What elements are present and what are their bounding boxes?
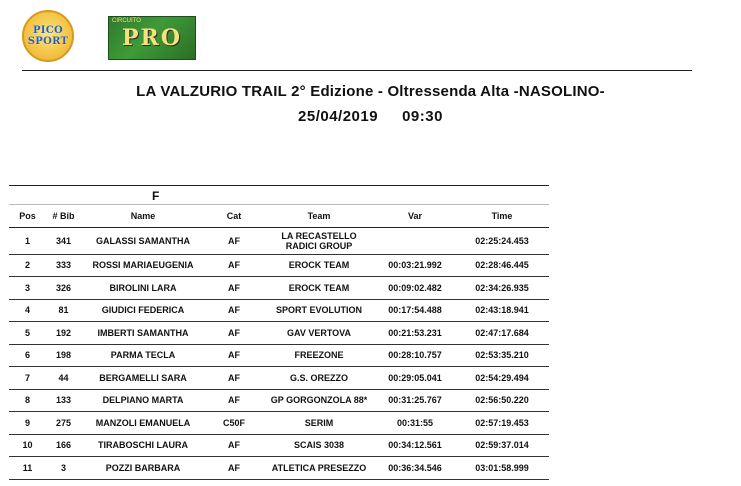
cell-name: TIRABOSCHI LAURA — [81, 434, 205, 457]
cell-var: 00:34:12.561 — [375, 434, 455, 457]
event-datetime — [0, 108, 741, 125]
header-name: Name — [81, 205, 205, 227]
cell-bib: 3 — [46, 457, 81, 480]
cell-pos: 9 — [9, 412, 46, 435]
cell-name: PARMA TECLA — [81, 344, 205, 367]
pico-logo-line2: SPORT — [27, 36, 69, 47]
cell-cat: AF — [205, 254, 263, 277]
cell-var: 00:21:53.231 — [375, 322, 455, 345]
header-cat: Cat — [205, 205, 263, 227]
event-title: LA VALZURIO TRAIL 2° Edizione - Oltressenda Alta -NASOLINO- — [136, 83, 605, 100]
cell-pos: 7 — [9, 367, 46, 390]
cell-time: 02:56:50.220 — [455, 389, 549, 412]
table-row — [9, 254, 549, 277]
table-row — [9, 412, 549, 435]
cell-pos: 1 — [9, 227, 46, 254]
cell-bib: 81 — [46, 299, 81, 322]
table-row — [9, 227, 549, 254]
table-row — [9, 322, 549, 345]
cell-var: 00:17:54.488 — [375, 299, 455, 322]
cell-var — [375, 227, 455, 254]
header-bib: # Bib — [46, 205, 81, 227]
cell-var: 00:09:02.482 — [375, 277, 455, 300]
cell-pos: 6 — [9, 344, 46, 367]
event-date: 25/04/2019 — [298, 108, 379, 125]
results-table-container — [9, 185, 549, 480]
cell-time: 02:54:29.494 — [455, 367, 549, 390]
cell-pos: 8 — [9, 389, 46, 412]
cell-name: GIUDICI FEDERICA — [81, 299, 205, 322]
cell-bib: 192 — [46, 322, 81, 345]
category-label: F — [152, 189, 160, 203]
cell-name: GALASSI SAMANTHA — [81, 227, 205, 254]
cell-time: 03:01:58.999 — [455, 457, 549, 480]
category-group-header — [9, 185, 549, 205]
cell-team: GAV VERTOVA — [263, 322, 375, 345]
header-divider — [22, 70, 692, 71]
header-time: Time — [455, 205, 549, 227]
cell-var: 00:31:55 — [375, 412, 455, 435]
cell-time: 02:34:26.935 — [455, 277, 549, 300]
cell-cat: AF — [205, 322, 263, 345]
cell-pos: 5 — [9, 322, 46, 345]
cell-pos: 2 — [9, 254, 46, 277]
cell-time: 02:28:46.445 — [455, 254, 549, 277]
cell-bib: 341 — [46, 227, 81, 254]
cell-var: 00:36:34.546 — [375, 457, 455, 480]
table-row — [9, 367, 549, 390]
cell-name: POZZI BARBARA — [81, 457, 205, 480]
header-var: Var — [375, 205, 455, 227]
cell-cat: AF — [205, 389, 263, 412]
cell-cat: AF — [205, 434, 263, 457]
cell-team: EROCK TEAM — [263, 277, 375, 300]
pro-logo-tag: CIRCUITO — [112, 18, 141, 24]
table-header-row — [9, 205, 549, 227]
cell-cat: AF — [205, 344, 263, 367]
cell-time: 02:43:18.941 — [455, 299, 549, 322]
cell-team: G.S. OREZZO — [263, 367, 375, 390]
cell-team: SERIM — [263, 412, 375, 435]
cell-var: 00:31:25.767 — [375, 389, 455, 412]
cell-team: GP GORGONZOLA 88* — [263, 389, 375, 412]
table-row — [9, 457, 549, 480]
cell-cat: C50F — [205, 412, 263, 435]
cell-pos: 10 — [9, 434, 46, 457]
cell-time: 02:25:24.453 — [455, 227, 549, 254]
cell-bib: 326 — [46, 277, 81, 300]
cell-pos: 4 — [9, 299, 46, 322]
cell-pos: 11 — [9, 457, 46, 480]
cell-time: 02:57:19.453 — [455, 412, 549, 435]
results-body — [9, 227, 549, 479]
cell-name: ROSSI MARIAEUGENIA — [81, 254, 205, 277]
cell-team: LA RECASTELLO RADICI GROUP — [263, 227, 375, 254]
table-row — [9, 277, 549, 300]
cell-var: 00:29:05.041 — [375, 367, 455, 390]
results-table — [9, 205, 549, 480]
cell-bib: 133 — [46, 389, 81, 412]
cell-name: BIROLINI LARA — [81, 277, 205, 300]
table-row — [9, 434, 549, 457]
cell-cat: AF — [205, 277, 263, 300]
cell-var: 00:28:10.757 — [375, 344, 455, 367]
cell-team: ATLETICA PRESEZZO — [263, 457, 375, 480]
cell-cat: AF — [205, 227, 263, 254]
cell-bib: 44 — [46, 367, 81, 390]
table-row — [9, 299, 549, 322]
cell-pos: 3 — [9, 277, 46, 300]
cell-name: BERGAMELLI SARA — [81, 367, 205, 390]
cell-team: SCAIS 3038 — [263, 434, 375, 457]
cell-time: 02:47:17.684 — [455, 322, 549, 345]
cell-bib: 275 — [46, 412, 81, 435]
cell-name: MANZOLI EMANUELA — [81, 412, 205, 435]
cell-var: 00:03:21.992 — [375, 254, 455, 277]
cell-time: 02:59:37.014 — [455, 434, 549, 457]
table-row — [9, 389, 549, 412]
table-row — [9, 344, 549, 367]
pico-sport-logo — [22, 10, 74, 62]
cell-cat: AF — [205, 299, 263, 322]
cell-bib: 166 — [46, 434, 81, 457]
cell-name: IMBERTI SAMANTHA — [81, 322, 205, 345]
cell-team: EROCK TEAM — [263, 254, 375, 277]
cell-time: 02:53:35.210 — [455, 344, 549, 367]
header-team: Team — [263, 205, 375, 227]
cell-cat: AF — [205, 367, 263, 390]
cell-cat: AF — [205, 457, 263, 480]
event-time: 09:30 — [402, 108, 443, 125]
header-pos: Pos — [9, 205, 46, 227]
pro-logo-text: PRO — [122, 25, 182, 51]
cell-team: SPORT EVOLUTION — [263, 299, 375, 322]
cell-team: FREEZONE — [263, 344, 375, 367]
cell-bib: 198 — [46, 344, 81, 367]
cell-name: DELPIANO MARTA — [81, 389, 205, 412]
pico-logo-line1: PICO — [32, 25, 64, 36]
pro-circuit-logo — [108, 16, 196, 60]
cell-bib: 333 — [46, 254, 81, 277]
